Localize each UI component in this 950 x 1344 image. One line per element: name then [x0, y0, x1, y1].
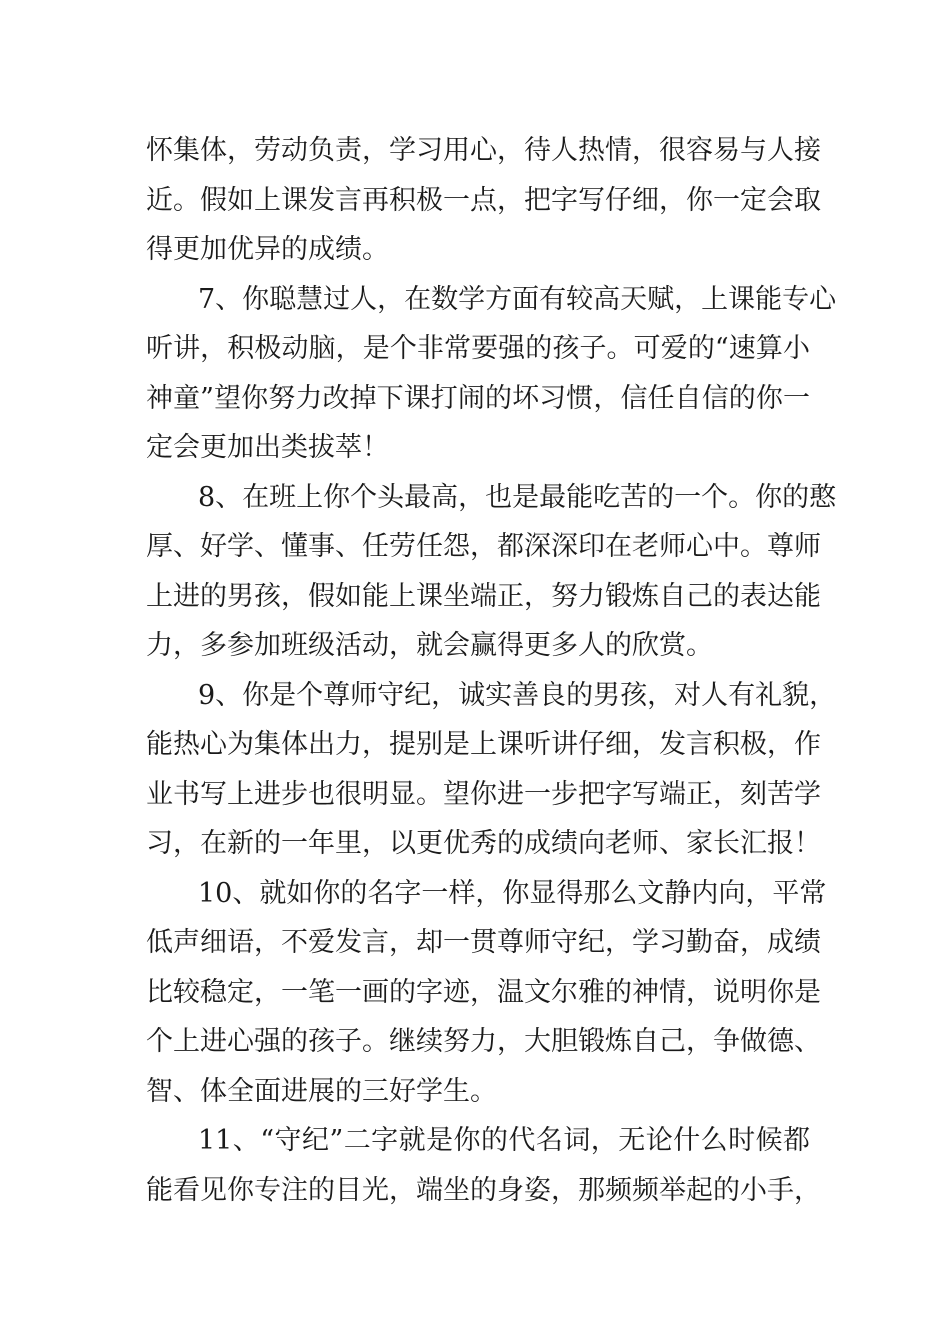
text-line: 习，在新的一年里，以更优秀的成绩向老师、家长汇报！ [146, 828, 821, 859]
text-line: 能看见你专注的目光，端坐的身姿，那频频举起的小手， [146, 1174, 821, 1206]
text-line: 7、你聪慧过人，在数学方面有较高天赋，上课能专心 [198, 283, 837, 315]
text-line: 8、在班上你个头最高，也是最能吃苦的一个。你的憨 [198, 481, 837, 513]
paragraph-8 [146, 473, 837, 671]
text-line: 神童”望你努力改掉下课打闹的坏习惯，信任自信的你一 [146, 382, 810, 414]
text-line: 低声细语，不爱发言，却一贯尊师守纪，学习勤奋，成绩 [146, 927, 821, 958]
text-line: 力，多参加班级活动，就会赢得更多人的欣赏。 [146, 630, 713, 661]
text-line: 比较稳定，一笔一画的字迹，温文尔雅的神情，说明你是 [146, 976, 821, 1008]
paragraph-6-continuation [146, 126, 821, 275]
text-line: 智、体全面进展的三好学生。 [146, 1075, 497, 1107]
text-line: 近。假如上课发言再积极一点，把字写仔细，你一定会取 [146, 184, 821, 216]
text-line: 能热心为集体出力，提别是上课听讲仔细，发言积极，作 [146, 729, 821, 760]
text-line: 9、你是个尊师守纪，诚实善良的男孩，对人有礼貌， [198, 679, 837, 711]
document-body [146, 126, 837, 1215]
text-line: 厚、好学、懂事、任劳任怨，都深深印在老师心中。尊师 [146, 531, 821, 562]
paragraph-7 [146, 275, 837, 473]
paragraph-11 [146, 1116, 821, 1215]
text-line: 11、“守纪”二字就是你的代名词，无论什么时候都 [198, 1125, 810, 1156]
text-line: 定会更加出类拔萃！ [146, 432, 389, 463]
text-line: 上进的男孩，假如能上课坐端正，努力锻炼自己的表达能 [146, 580, 821, 612]
text-line: 听讲，积极动脑，是个非常要强的孩子。可爱的“速算小 [146, 333, 810, 364]
text-line: 得更加优异的成绩。 [146, 234, 389, 265]
text-line: 怀集体，劳动负责，学习用心，待人热情，很容易与人接 [146, 135, 821, 166]
text-line: 10、就如你的名字一样，你显得那么文静内向，平常 [198, 877, 827, 909]
text-line: 个上进心强的孩子。继续努力，大胆锻炼自己，争做德、 [146, 1026, 821, 1057]
paragraph-10 [146, 869, 827, 1117]
paragraph-9 [146, 671, 837, 869]
text-line: 业书写上进步也很明显。望你进一步把字写端正，刻苦学 [146, 778, 821, 810]
